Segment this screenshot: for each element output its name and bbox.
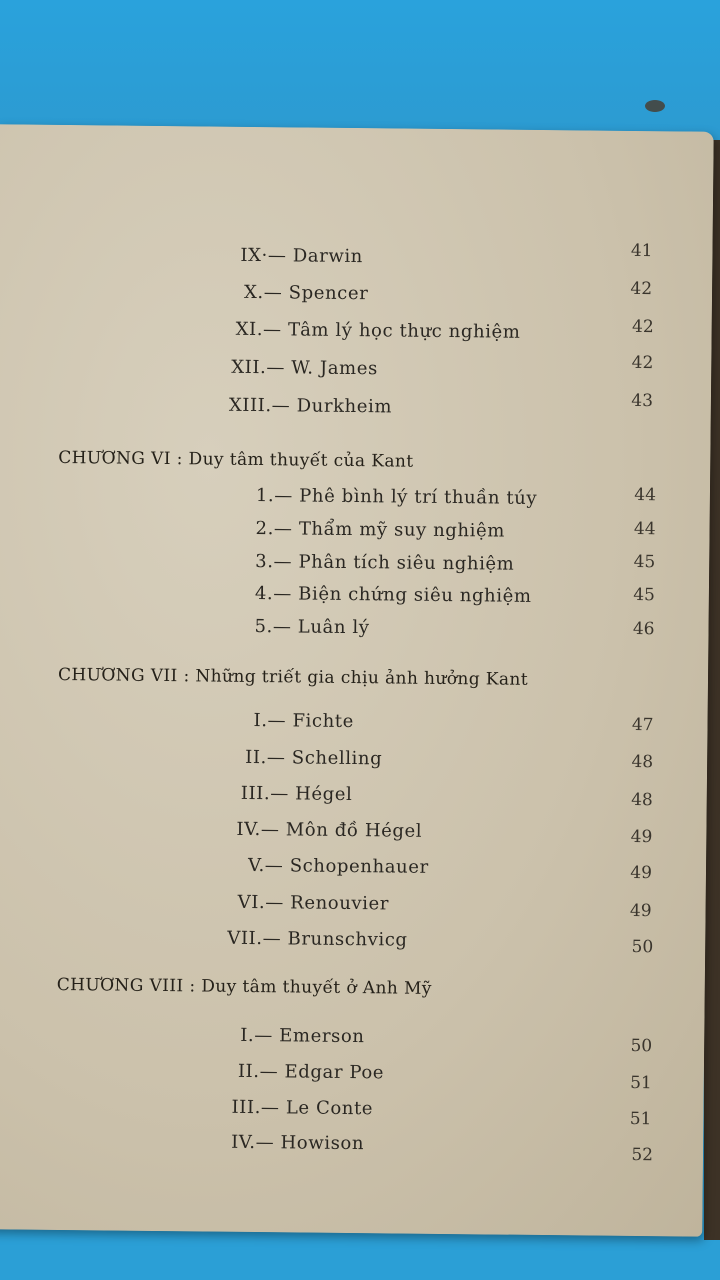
toc-entry: IV.— Môn đồ Hégel — [236, 818, 423, 842]
toc-entry: XIII.— Durkheim — [228, 394, 393, 418]
toc-page-number: 42 — [630, 278, 653, 300]
toc-page-number: 42 — [631, 352, 654, 374]
toc-page-number: 46 — [632, 618, 655, 640]
toc-entry: 2.— Thẩm mỹ suy nghiệm — [255, 518, 506, 542]
toc-entry: III.— Hégel — [240, 782, 353, 806]
toc-page-number: 48 — [631, 751, 654, 773]
toc-entry: 1.— Phê bình lý trí thuần túy — [255, 485, 538, 509]
toc-entry: I.— Fichte — [253, 709, 355, 733]
toc-entry: 3.— Phân tích siêu nghiệm — [255, 551, 515, 575]
chapter-heading: CHƯƠNG VII : Những triết gia chịu ảnh hưởng Kant — [57, 664, 529, 690]
toc-page-number: 45 — [633, 551, 656, 573]
toc-entry: II.— Edgar Poe — [237, 1060, 385, 1084]
toc-entry: 4.— Biện chứng siêu nghiệm — [254, 583, 532, 607]
toc-page-number: 49 — [630, 826, 653, 848]
toc-page-number: 42 — [631, 316, 654, 338]
toc-page-number: 44 — [633, 518, 656, 540]
toc-entry: VII.— Brunschvicg — [227, 927, 408, 951]
toc-page-number: 51 — [630, 1072, 652, 1094]
toc-page-number: 48 — [631, 789, 653, 811]
toc-page-number: 49 — [630, 862, 653, 884]
toc-page-number: 51 — [629, 1108, 652, 1130]
toc-page-number: 50 — [630, 1035, 653, 1057]
stain-mark — [645, 100, 665, 112]
toc-entry: I.— Emerson — [240, 1024, 365, 1048]
toc-page-number: 41 — [630, 240, 653, 262]
toc-page-number: 49 — [629, 900, 652, 922]
toc-entry: III.— Le Conte — [231, 1096, 374, 1120]
toc-entry: XI.— Tâm lý học thực nghiệm — [235, 318, 521, 343]
toc-page-number: 43 — [631, 390, 654, 412]
toc-entry: 5.— Luân lý — [254, 615, 370, 639]
toc-entry: V.— Schopenhauer — [247, 854, 429, 878]
toc-entry: IV.— Howison — [231, 1131, 365, 1155]
toc-page-number: 44 — [634, 484, 657, 506]
toc-page-number: 50 — [631, 936, 654, 958]
toc-entry: XII.— W. James — [231, 356, 378, 380]
toc-entry: II.— Schelling — [245, 746, 383, 770]
toc-page-number: 45 — [633, 584, 656, 606]
book-page — [0, 124, 714, 1236]
toc-entry: X.— Spencer — [243, 281, 369, 305]
toc-page-number: 52 — [631, 1144, 654, 1166]
chapter-heading: CHƯƠNG VI : Duy tâm thuyết của Kant — [58, 447, 414, 472]
toc-page-number: 47 — [631, 714, 654, 736]
toc-entry: IX·— Darwin — [240, 244, 364, 268]
chapter-heading: CHƯƠNG VIII : Duy tâm thuyết ở Anh Mỹ — [56, 974, 432, 999]
toc-entry: VI.— Renouvier — [237, 891, 390, 915]
